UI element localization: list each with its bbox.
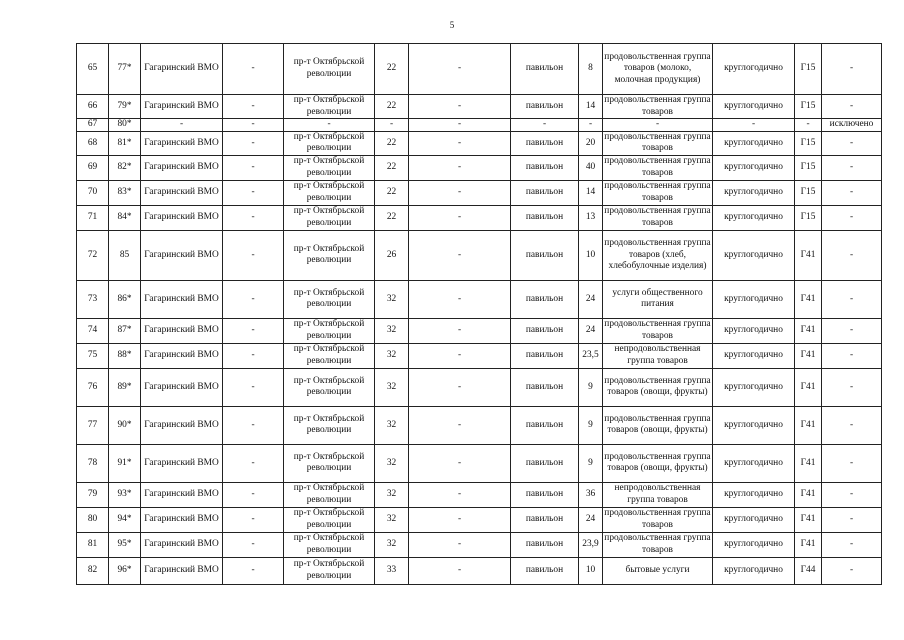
cell-street: пр-т Октябрьской революции	[284, 343, 375, 368]
cell-district: Гагаринский ВМО	[141, 280, 223, 318]
table-row	[77, 406, 882, 444]
cell-note: -	[822, 95, 882, 119]
cell-place: -	[223, 507, 284, 532]
cell-purpose: продовольственная группа товаров (хлеб, хлебобулочные изделия)	[603, 230, 713, 280]
cell-id: 77*	[109, 44, 141, 95]
cell-purpose: продовольственная группа товаров	[603, 155, 713, 180]
cell-district: Гагаринский ВМО	[141, 343, 223, 368]
cell-purpose: продовольственная группа товаров	[603, 180, 713, 205]
cell-purpose: услуги общественного питания	[603, 280, 713, 318]
cell-period: круглогодично	[713, 532, 795, 557]
cell-street: пр-т Октябрьской революции	[284, 95, 375, 119]
cell-district: Гагаринский ВМО	[141, 95, 223, 119]
cell-extra: -	[409, 44, 511, 95]
cell-period: круглогодично	[713, 406, 795, 444]
table-row	[77, 180, 882, 205]
cell-object: павильон	[511, 180, 579, 205]
cell-zone: Г41	[795, 343, 822, 368]
cell-id: 95*	[109, 532, 141, 557]
cell-note: -	[822, 482, 882, 507]
cell-note: -	[822, 280, 882, 318]
cell-note: -	[822, 343, 882, 368]
cell-district: Гагаринский ВМО	[141, 482, 223, 507]
cell-id: 88*	[109, 343, 141, 368]
cell-street: пр-т Октябрьской революции	[284, 482, 375, 507]
cell-district: Гагаринский ВМО	[141, 532, 223, 557]
cell-area: 9	[579, 406, 603, 444]
table-row	[77, 131, 882, 155]
cell-district: Гагаринский ВМО	[141, 180, 223, 205]
cell-extra: -	[409, 507, 511, 532]
cell-district: Гагаринский ВМО	[141, 44, 223, 95]
cell-period: круглогодично	[713, 280, 795, 318]
cell-period: круглогодично	[713, 95, 795, 119]
cell-house: 22	[375, 155, 409, 180]
cell-area: 9	[579, 444, 603, 482]
cell-note: -	[822, 444, 882, 482]
cell-n: 69	[77, 155, 109, 180]
cell-note: -	[822, 44, 882, 95]
cell-zone: -	[795, 119, 822, 132]
cell-street: -	[284, 119, 375, 132]
cell-note: -	[822, 205, 882, 230]
table-row	[77, 343, 882, 368]
cell-purpose: -	[603, 119, 713, 132]
cell-period: круглогодично	[713, 155, 795, 180]
cell-place: -	[223, 557, 284, 584]
table-body	[77, 44, 882, 585]
cell-period: круглогодично	[713, 507, 795, 532]
cell-n: 65	[77, 44, 109, 95]
cell-place: -	[223, 343, 284, 368]
cell-object: павильон	[511, 368, 579, 406]
table-row	[77, 280, 882, 318]
cell-zone: Г41	[795, 482, 822, 507]
cell-street: пр-т Октябрьской революции	[284, 44, 375, 95]
cell-zone: Г41	[795, 532, 822, 557]
table-row	[77, 507, 882, 532]
cell-street: пр-т Октябрьской революции	[284, 230, 375, 280]
cell-zone: Г41	[795, 318, 822, 343]
cell-area: 14	[579, 95, 603, 119]
cell-area: 36	[579, 482, 603, 507]
cell-area: -	[579, 119, 603, 132]
cell-n: 71	[77, 205, 109, 230]
cell-place: -	[223, 482, 284, 507]
cell-place: -	[223, 406, 284, 444]
cell-period: круглогодично	[713, 368, 795, 406]
cell-object: павильон	[511, 406, 579, 444]
cell-note: -	[822, 155, 882, 180]
cell-extra: -	[409, 205, 511, 230]
cell-period: круглогодично	[713, 205, 795, 230]
cell-extra: -	[409, 406, 511, 444]
cell-district: Гагаринский ВМО	[141, 318, 223, 343]
cell-house: 32	[375, 532, 409, 557]
cell-place: -	[223, 318, 284, 343]
cell-period: круглогодично	[713, 444, 795, 482]
cell-n: 82	[77, 557, 109, 584]
cell-purpose: продовольственная группа товаров	[603, 131, 713, 155]
cell-note: -	[822, 507, 882, 532]
cell-n: 74	[77, 318, 109, 343]
cell-extra: -	[409, 131, 511, 155]
cell-area: 10	[579, 230, 603, 280]
cell-area: 13	[579, 205, 603, 230]
cell-district: Гагаринский ВМО	[141, 507, 223, 532]
cell-zone: Г41	[795, 230, 822, 280]
cell-object: павильон	[511, 280, 579, 318]
cell-object: павильон	[511, 230, 579, 280]
cell-place: -	[223, 205, 284, 230]
cell-n: 76	[77, 368, 109, 406]
page-number: 5	[449, 20, 455, 30]
table-row	[77, 318, 882, 343]
cell-house: 22	[375, 95, 409, 119]
cell-street: пр-т Октябрьской революции	[284, 205, 375, 230]
cell-street: пр-т Октябрьской революции	[284, 444, 375, 482]
table-row	[77, 119, 882, 132]
cell-period: круглогодично	[713, 318, 795, 343]
cell-note: -	[822, 368, 882, 406]
cell-purpose: продовольственная группа товаров	[603, 205, 713, 230]
cell-object: павильон	[511, 482, 579, 507]
cell-house: 32	[375, 507, 409, 532]
cell-purpose: продовольственная группа товаров	[603, 95, 713, 119]
cell-purpose: продовольственная группа товаров (овощи, фрукты)	[603, 406, 713, 444]
cell-street: пр-т Октябрьской революции	[284, 557, 375, 584]
cell-n: 67	[77, 119, 109, 132]
cell-zone: Г41	[795, 368, 822, 406]
cell-note: -	[822, 406, 882, 444]
cell-area: 24	[579, 318, 603, 343]
cell-purpose: непродовольственная группа товаров	[603, 343, 713, 368]
cell-street: пр-т Октябрьской революции	[284, 131, 375, 155]
cell-area: 23,9	[579, 532, 603, 557]
table-row	[77, 44, 882, 95]
cell-street: пр-т Октябрьской революции	[284, 507, 375, 532]
cell-n: 75	[77, 343, 109, 368]
cell-house: 32	[375, 406, 409, 444]
cell-extra: -	[409, 444, 511, 482]
cell-period: круглогодично	[713, 482, 795, 507]
cell-period: -	[713, 119, 795, 132]
cell-object: павильон	[511, 507, 579, 532]
cell-zone: Г41	[795, 406, 822, 444]
cell-extra: -	[409, 368, 511, 406]
cell-id: 86*	[109, 280, 141, 318]
cell-object: павильон	[511, 95, 579, 119]
cell-purpose: продовольственная группа товаров (овощи, фрукты)	[603, 368, 713, 406]
cell-place: -	[223, 444, 284, 482]
cell-house: 26	[375, 230, 409, 280]
cell-street: пр-т Октябрьской революции	[284, 318, 375, 343]
cell-extra: -	[409, 557, 511, 584]
cell-zone: Г15	[795, 131, 822, 155]
cell-house: 32	[375, 444, 409, 482]
cell-place: -	[223, 131, 284, 155]
cell-n: 80	[77, 507, 109, 532]
cell-house: 22	[375, 205, 409, 230]
cell-extra: -	[409, 482, 511, 507]
cell-district: Гагаринский ВМО	[141, 406, 223, 444]
cell-district: -	[141, 119, 223, 132]
cell-place: -	[223, 230, 284, 280]
cell-note: -	[822, 180, 882, 205]
cell-place: -	[223, 280, 284, 318]
cell-id: 84*	[109, 205, 141, 230]
cell-zone: Г15	[795, 155, 822, 180]
cell-district: Гагаринский ВМО	[141, 444, 223, 482]
cell-note: -	[822, 532, 882, 557]
cell-house: 22	[375, 44, 409, 95]
cell-area: 24	[579, 280, 603, 318]
cell-district: Гагаринский ВМО	[141, 368, 223, 406]
cell-id: 83*	[109, 180, 141, 205]
cell-zone: Г15	[795, 95, 822, 119]
cell-note: -	[822, 318, 882, 343]
cell-house: 22	[375, 131, 409, 155]
cell-district: Гагаринский ВМО	[141, 557, 223, 584]
cell-period: круглогодично	[713, 230, 795, 280]
cell-extra: -	[409, 532, 511, 557]
cell-id: 96*	[109, 557, 141, 584]
cell-place: -	[223, 180, 284, 205]
cell-id: 81*	[109, 131, 141, 155]
cell-zone: Г41	[795, 280, 822, 318]
cell-object: павильон	[511, 444, 579, 482]
cell-house: 32	[375, 280, 409, 318]
cell-note: -	[822, 131, 882, 155]
cell-period: круглогодично	[713, 180, 795, 205]
table-row	[77, 230, 882, 280]
cell-area: 20	[579, 131, 603, 155]
cell-id: 79*	[109, 95, 141, 119]
cell-n: 77	[77, 406, 109, 444]
cell-street: пр-т Октябрьской революции	[284, 280, 375, 318]
cell-district: Гагаринский ВМО	[141, 205, 223, 230]
cell-n: 78	[77, 444, 109, 482]
cell-note: -	[822, 557, 882, 584]
cell-period: круглогодично	[713, 557, 795, 584]
cell-extra: -	[409, 343, 511, 368]
cell-extra: -	[409, 318, 511, 343]
cell-extra: -	[409, 280, 511, 318]
cell-area: 10	[579, 557, 603, 584]
cell-purpose: непродовольственная группа товаров	[603, 482, 713, 507]
cell-note: -	[822, 230, 882, 280]
cell-object: павильон	[511, 131, 579, 155]
cell-id: 80*	[109, 119, 141, 132]
cell-zone: Г41	[795, 507, 822, 532]
cell-street: пр-т Октябрьской революции	[284, 368, 375, 406]
cell-place: -	[223, 532, 284, 557]
cell-house: 32	[375, 318, 409, 343]
cell-id: 85	[109, 230, 141, 280]
cell-area: 14	[579, 180, 603, 205]
cell-place: -	[223, 44, 284, 95]
cell-period: круглогодично	[713, 343, 795, 368]
cell-id: 82*	[109, 155, 141, 180]
cell-extra: -	[409, 119, 511, 132]
table-row	[77, 557, 882, 584]
cell-n: 72	[77, 230, 109, 280]
cell-n: 81	[77, 532, 109, 557]
cell-house: 22	[375, 180, 409, 205]
cell-object: павильон	[511, 205, 579, 230]
cell-area: 40	[579, 155, 603, 180]
cell-object: павильон	[511, 343, 579, 368]
cell-street: пр-т Октябрьской революции	[284, 155, 375, 180]
table-row	[77, 95, 882, 119]
cell-zone: Г44	[795, 557, 822, 584]
table-row	[77, 155, 882, 180]
cell-area: 24	[579, 507, 603, 532]
cell-purpose: продовольственная группа товаров	[603, 532, 713, 557]
cell-object: павильон	[511, 318, 579, 343]
cell-house: 33	[375, 557, 409, 584]
cell-object: павильон	[511, 155, 579, 180]
placement-table	[76, 43, 882, 585]
cell-n: 70	[77, 180, 109, 205]
cell-area: 9	[579, 368, 603, 406]
cell-n: 79	[77, 482, 109, 507]
cell-place: -	[223, 95, 284, 119]
cell-zone: Г15	[795, 44, 822, 95]
cell-zone: Г15	[795, 180, 822, 205]
cell-extra: -	[409, 230, 511, 280]
cell-id: 93*	[109, 482, 141, 507]
cell-object: павильон	[511, 44, 579, 95]
cell-object: павильон	[511, 557, 579, 584]
cell-id: 90*	[109, 406, 141, 444]
cell-street: пр-т Октябрьской революции	[284, 532, 375, 557]
cell-district: Гагаринский ВМО	[141, 230, 223, 280]
table-row	[77, 532, 882, 557]
table-row	[77, 368, 882, 406]
cell-street: пр-т Октябрьской революции	[284, 180, 375, 205]
cell-street: пр-т Октябрьской революции	[284, 406, 375, 444]
cell-place: -	[223, 155, 284, 180]
cell-house: -	[375, 119, 409, 132]
cell-object: павильон	[511, 532, 579, 557]
cell-id: 94*	[109, 507, 141, 532]
cell-district: Гагаринский ВМО	[141, 155, 223, 180]
cell-n: 68	[77, 131, 109, 155]
cell-zone: Г41	[795, 444, 822, 482]
cell-period: круглогодично	[713, 131, 795, 155]
table-row	[77, 482, 882, 507]
cell-id: 89*	[109, 368, 141, 406]
cell-purpose: продовольственная группа товаров	[603, 507, 713, 532]
cell-house: 32	[375, 343, 409, 368]
cell-period: круглогодично	[713, 44, 795, 95]
table-row	[77, 205, 882, 230]
cell-place: -	[223, 119, 284, 132]
cell-extra: -	[409, 95, 511, 119]
cell-note: исключено	[822, 119, 882, 132]
cell-purpose: продовольственная группа товаров	[603, 318, 713, 343]
table-row	[77, 444, 882, 482]
cell-object: -	[511, 119, 579, 132]
cell-id: 91*	[109, 444, 141, 482]
cell-purpose: продовольственная группа товаров (молоко, молочная продукция)	[603, 44, 713, 95]
cell-district: Гагаринский ВМО	[141, 131, 223, 155]
cell-zone: Г15	[795, 205, 822, 230]
cell-house: 32	[375, 482, 409, 507]
cell-id: 87*	[109, 318, 141, 343]
cell-extra: -	[409, 180, 511, 205]
cell-area: 8	[579, 44, 603, 95]
cell-house: 32	[375, 368, 409, 406]
cell-extra: -	[409, 155, 511, 180]
cell-purpose: продовольственная группа товаров (овощи, фрукты)	[603, 444, 713, 482]
cell-purpose: бытовые услуги	[603, 557, 713, 584]
cell-area: 23,5	[579, 343, 603, 368]
cell-n: 66	[77, 95, 109, 119]
cell-place: -	[223, 368, 284, 406]
cell-n: 73	[77, 280, 109, 318]
